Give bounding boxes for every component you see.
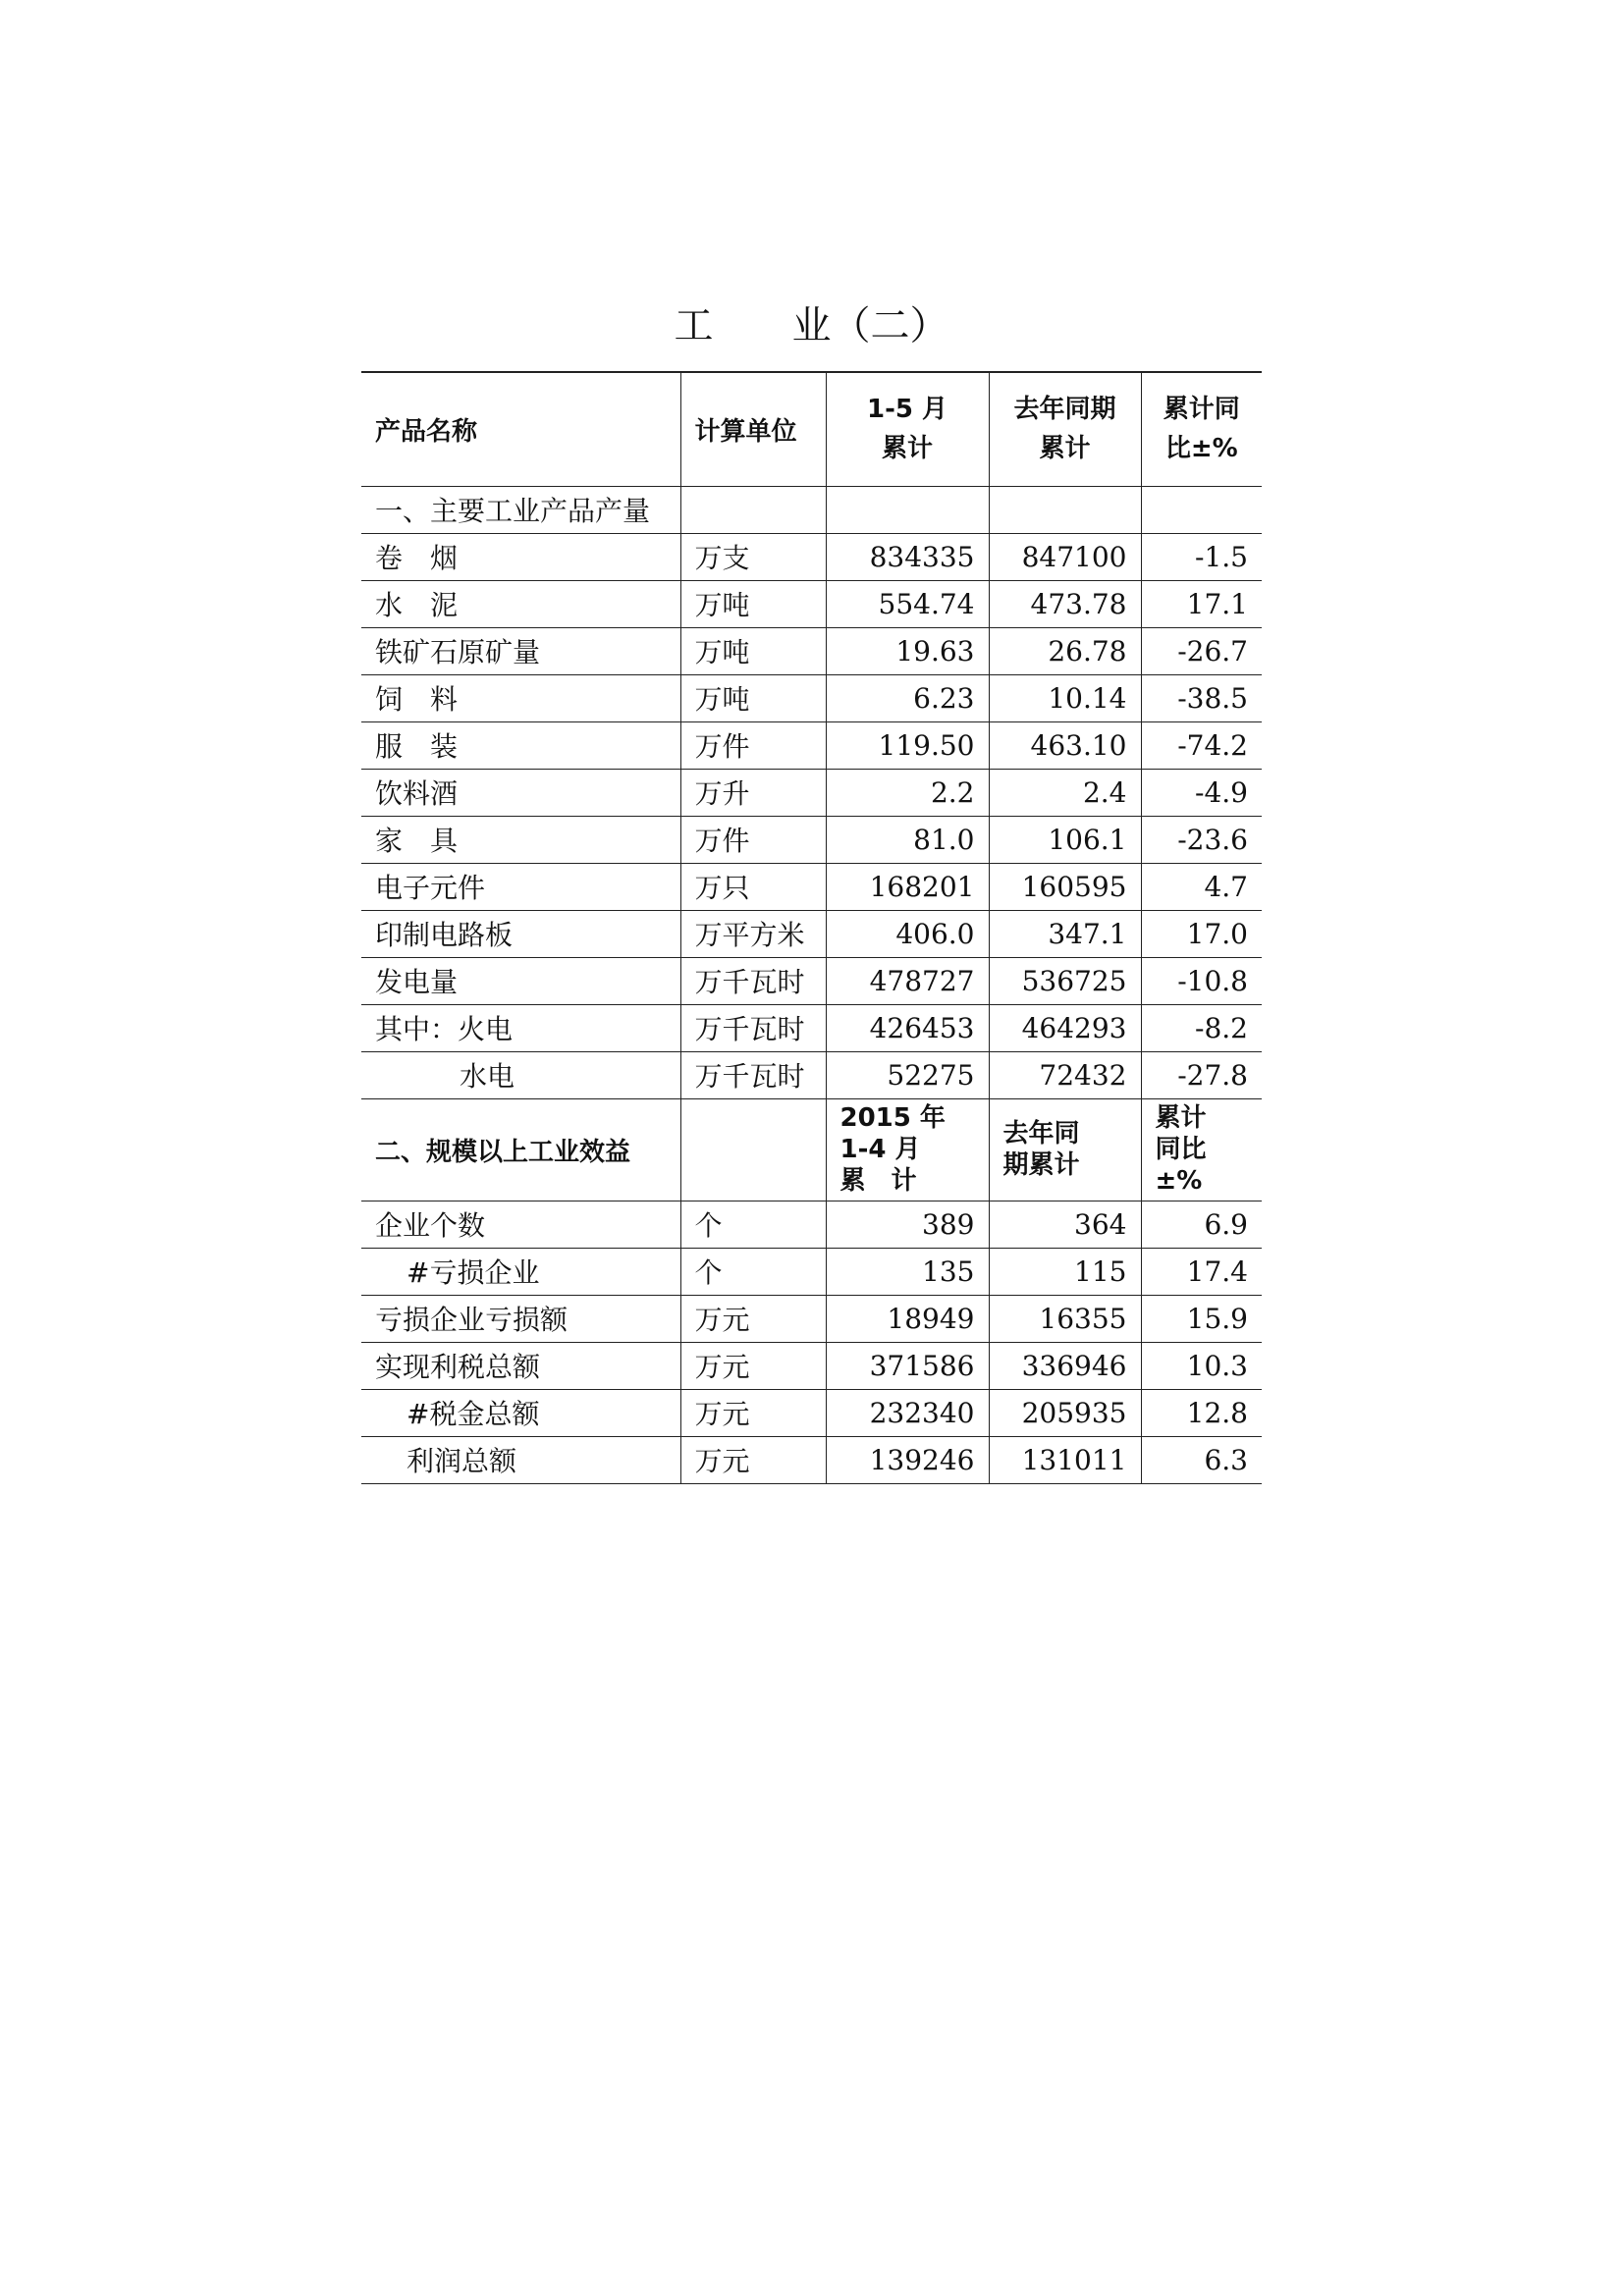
row-name: 发电量 — [361, 957, 680, 1004]
row-previous: 26.78 — [989, 627, 1141, 674]
row-current: 834335 — [826, 533, 989, 580]
row-change: 17.0 — [1141, 910, 1262, 957]
row-unit: 万元 — [680, 1342, 826, 1389]
row-name: 实现利税总额 — [361, 1342, 680, 1389]
row-current: 119.50 — [826, 721, 989, 769]
row-previous: 473.78 — [989, 580, 1141, 627]
row-current: 554.74 — [826, 580, 989, 627]
row-previous: 847100 — [989, 533, 1141, 580]
header-current-line2: 累计 — [881, 434, 933, 464]
table-row — [361, 627, 1262, 674]
row-previous: 463.10 — [989, 721, 1141, 769]
row-name: 铁矿石原矿量 — [361, 627, 680, 674]
table-row — [361, 957, 1262, 1004]
row-name: 其中：火电 — [361, 1004, 680, 1051]
row-unit: 万千瓦时 — [680, 957, 826, 1004]
empty-cell — [826, 486, 989, 533]
row-name: 亏损企业亏损额 — [361, 1295, 680, 1342]
empty-cell — [680, 1098, 826, 1201]
row-current: 478727 — [826, 957, 989, 1004]
row-current: 139246 — [826, 1436, 989, 1483]
row-unit: 万只 — [680, 863, 826, 910]
row-current: 52275 — [826, 1051, 989, 1098]
table-row — [361, 1342, 1262, 1389]
header-current-line1: 1-5 月 — [866, 395, 948, 425]
empty-cell — [1141, 486, 1262, 533]
row-previous: 336946 — [989, 1342, 1141, 1389]
row-unit: 万件 — [680, 721, 826, 769]
row-current: 18949 — [826, 1295, 989, 1342]
header-previous-line1: 去年同期 — [1013, 395, 1116, 425]
row-previous: 10.14 — [989, 674, 1141, 721]
row-unit: 万元 — [680, 1389, 826, 1436]
row-current: 81.0 — [826, 816, 989, 863]
row-current: 168201 — [826, 863, 989, 910]
table-row — [361, 1389, 1262, 1436]
row-change: -8.2 — [1141, 1004, 1262, 1051]
row-name: 印制电路板 — [361, 910, 680, 957]
table-row — [361, 674, 1262, 721]
row-name: #税金总额 — [361, 1389, 680, 1436]
row-name: 卷 烟 — [361, 533, 680, 580]
row-unit: 万吨 — [680, 580, 826, 627]
row-previous: 115 — [989, 1248, 1141, 1295]
page-title: 工 业（二） — [674, 303, 949, 348]
table-row — [361, 863, 1262, 910]
row-change: 15.9 — [1141, 1295, 1262, 1342]
table-row — [361, 721, 1262, 769]
table-row — [361, 910, 1262, 957]
header-line: 累 计 — [839, 1166, 917, 1196]
header-current — [826, 372, 989, 486]
row-current: 19.63 — [826, 627, 989, 674]
header-change-2 — [1141, 1098, 1262, 1201]
table-row — [361, 1295, 1262, 1342]
row-unit: 万升 — [680, 769, 826, 816]
row-previous: 2.4 — [989, 769, 1141, 816]
row-change: -23.6 — [1141, 816, 1262, 863]
header-line: 2015 年 — [839, 1103, 946, 1133]
row-change: 17.1 — [1141, 580, 1262, 627]
row-unit: 万平方米 — [680, 910, 826, 957]
row-unit: 万吨 — [680, 627, 826, 674]
table-row — [361, 1436, 1262, 1483]
row-current: 371586 — [826, 1342, 989, 1389]
row-name: 利润总额 — [361, 1436, 680, 1483]
row-previous: 160595 — [989, 863, 1141, 910]
section-header-benefits — [361, 1098, 1262, 1201]
header-unit: 计算单位 — [680, 372, 826, 486]
table-row — [361, 769, 1262, 816]
header-line: 1-4 月 — [839, 1135, 921, 1164]
section-label: 一、主要工业产品产量 — [361, 486, 680, 533]
empty-cell — [989, 486, 1141, 533]
row-change: -27.8 — [1141, 1051, 1262, 1098]
row-previous: 205935 — [989, 1389, 1141, 1436]
section-row-products — [361, 486, 1262, 533]
header-change-line1: 累计同 — [1163, 395, 1240, 425]
header-line: 同比 — [1155, 1135, 1207, 1164]
header-previous — [989, 372, 1141, 486]
row-previous: 131011 — [989, 1436, 1141, 1483]
row-name: #亏损企业 — [361, 1248, 680, 1295]
row-change: -74.2 — [1141, 721, 1262, 769]
industry-table — [361, 371, 1262, 1484]
row-change: 17.4 — [1141, 1248, 1262, 1295]
row-current: 232340 — [826, 1389, 989, 1436]
row-unit: 万千瓦时 — [680, 1004, 826, 1051]
row-change: 6.9 — [1141, 1201, 1262, 1248]
row-name: 水 泥 — [361, 580, 680, 627]
row-change: -26.7 — [1141, 627, 1262, 674]
row-previous: 16355 — [989, 1295, 1141, 1342]
row-current: 2.2 — [826, 769, 989, 816]
row-previous: 536725 — [989, 957, 1141, 1004]
table-row — [361, 580, 1262, 627]
header-product-name: 产品名称 — [361, 372, 680, 486]
row-name: 水电 — [361, 1051, 680, 1098]
row-unit: 个 — [680, 1248, 826, 1295]
table-header-row — [361, 372, 1262, 486]
row-previous: 347.1 — [989, 910, 1141, 957]
row-name: 企业个数 — [361, 1201, 680, 1248]
row-change: -4.9 — [1141, 769, 1262, 816]
row-current: 389 — [826, 1201, 989, 1248]
row-change: 10.3 — [1141, 1342, 1262, 1389]
header-change — [1141, 372, 1262, 486]
row-name: 家 具 — [361, 816, 680, 863]
row-current: 6.23 — [826, 674, 989, 721]
header-current-2015 — [826, 1098, 989, 1201]
row-previous: 364 — [989, 1201, 1141, 1248]
header-line: 去年同 — [1002, 1119, 1080, 1148]
row-current: 406.0 — [826, 910, 989, 957]
row-change: -1.5 — [1141, 533, 1262, 580]
row-name: 电子元件 — [361, 863, 680, 910]
row-change: -10.8 — [1141, 957, 1262, 1004]
table-row — [361, 1248, 1262, 1295]
row-change: 6.3 — [1141, 1436, 1262, 1483]
row-unit: 万元 — [680, 1295, 826, 1342]
row-unit: 万千瓦时 — [680, 1051, 826, 1098]
table-row — [361, 533, 1262, 580]
header-line: 累计 — [1155, 1103, 1207, 1133]
row-name: 服 装 — [361, 721, 680, 769]
row-change: 4.7 — [1141, 863, 1262, 910]
row-previous: 464293 — [989, 1004, 1141, 1051]
table-row — [361, 1051, 1262, 1098]
header-line: 期累计 — [1002, 1150, 1080, 1180]
row-current: 426453 — [826, 1004, 989, 1051]
header-change-line2: 比±% — [1164, 434, 1238, 464]
header-previous-2 — [989, 1098, 1141, 1201]
row-unit: 万吨 — [680, 674, 826, 721]
row-current: 135 — [826, 1248, 989, 1295]
row-unit: 个 — [680, 1201, 826, 1248]
table-row — [361, 1201, 1262, 1248]
row-name: 饲 料 — [361, 674, 680, 721]
section-label: 二、规模以上工业效益 — [361, 1098, 680, 1201]
row-change: 12.8 — [1141, 1389, 1262, 1436]
row-unit: 万元 — [680, 1436, 826, 1483]
header-line: ±% — [1155, 1166, 1203, 1196]
row-previous: 106.1 — [989, 816, 1141, 863]
row-unit: 万支 — [680, 533, 826, 580]
empty-cell — [680, 486, 826, 533]
row-unit: 万件 — [680, 816, 826, 863]
row-previous: 72432 — [989, 1051, 1141, 1098]
header-previous-line2: 累计 — [1039, 434, 1091, 464]
table-row — [361, 816, 1262, 863]
row-name: 饮料酒 — [361, 769, 680, 816]
table-row — [361, 1004, 1262, 1051]
row-change: -38.5 — [1141, 674, 1262, 721]
